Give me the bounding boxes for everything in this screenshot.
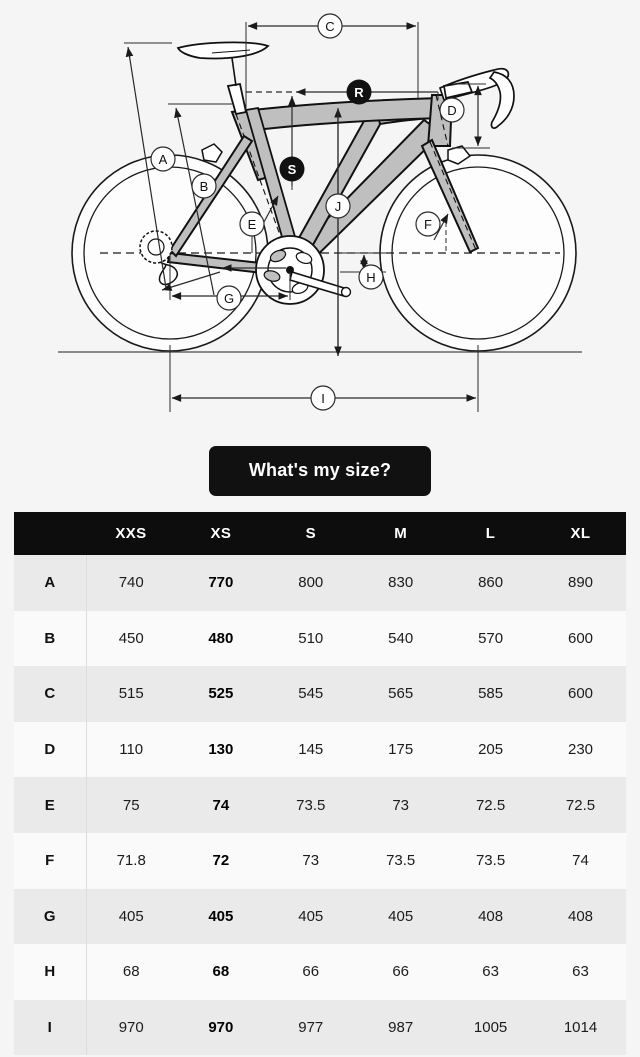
geometry-table <box>14 512 626 1055</box>
svg-text:G: G <box>223 291 235 306</box>
cell-g-m: 405 <box>356 889 446 945</box>
row-label-f: F <box>14 833 86 889</box>
cell-d-xl: 230 <box>536 722 626 778</box>
cell-i-l: 1005 <box>446 1000 536 1056</box>
cell-b-m: 540 <box>356 611 446 667</box>
cell-d-m: 175 <box>356 722 446 778</box>
cell-i-m: 987 <box>356 1000 446 1056</box>
dimension-label-a <box>151 147 175 171</box>
dimension-label-b <box>192 174 216 198</box>
dimension-label-s <box>280 157 305 182</box>
svg-text:J: J <box>334 199 342 214</box>
cell-g-l: 408 <box>446 889 536 945</box>
cell-a-m: 830 <box>356 555 446 611</box>
cell-e-xs: 74 <box>176 777 266 833</box>
cell-d-l: 205 <box>446 722 536 778</box>
cell-a-s: 800 <box>266 555 356 611</box>
cell-c-xs: 525 <box>176 666 266 722</box>
cell-d-xs: 130 <box>176 722 266 778</box>
table-row <box>14 1000 626 1056</box>
cell-f-m: 73.5 <box>356 833 446 889</box>
row-label-c: C <box>14 666 86 722</box>
geometry-table-head <box>14 512 626 555</box>
svg-text:S: S <box>287 162 297 177</box>
table-row <box>14 555 626 611</box>
cell-e-xl: 72.5 <box>536 777 626 833</box>
svg-text:F: F <box>424 217 432 232</box>
cell-h-m: 66 <box>356 944 446 1000</box>
table-row <box>14 722 626 778</box>
dimension-label-i <box>311 386 335 410</box>
table-row <box>14 777 626 833</box>
cell-h-xl: 63 <box>536 944 626 1000</box>
svg-text:R: R <box>354 85 364 100</box>
svg-text:B: B <box>199 179 209 194</box>
size-column-header-xs[interactable]: XS <box>176 512 266 555</box>
table-row <box>14 944 626 1000</box>
row-label-a: A <box>14 555 86 611</box>
svg-text:D: D <box>447 103 457 118</box>
cell-h-s: 66 <box>266 944 356 1000</box>
cell-i-xs: 970 <box>176 1000 266 1056</box>
size-column-header-l[interactable]: L <box>446 512 536 555</box>
cell-c-xxs: 515 <box>86 666 176 722</box>
cell-f-xxs: 71.8 <box>86 833 176 889</box>
geometry-table-header-row <box>14 512 626 555</box>
size-column-header-m[interactable]: M <box>356 512 446 555</box>
cell-a-xl: 890 <box>536 555 626 611</box>
cell-a-l: 860 <box>446 555 536 611</box>
row-label-h: H <box>14 944 86 1000</box>
cell-g-xs: 405 <box>176 889 266 945</box>
dimension-label-g <box>217 286 241 310</box>
cell-f-l: 73.5 <box>446 833 536 889</box>
svg-text:H: H <box>366 270 376 285</box>
geometry-table-body <box>14 555 626 1055</box>
cell-e-l: 72.5 <box>446 777 536 833</box>
cell-e-s: 73.5 <box>266 777 356 833</box>
cell-a-xxs: 740 <box>86 555 176 611</box>
table-row <box>14 833 626 889</box>
dimension-label-r <box>347 80 372 105</box>
cell-c-xl: 600 <box>536 666 626 722</box>
header-corner-cell <box>14 512 86 555</box>
cell-e-m: 73 <box>356 777 446 833</box>
cell-f-s: 73 <box>266 833 356 889</box>
dimension-label-f <box>416 212 440 236</box>
cell-b-xs: 480 <box>176 611 266 667</box>
row-label-e: E <box>14 777 86 833</box>
table-row <box>14 889 626 945</box>
cell-i-xl: 1014 <box>536 1000 626 1056</box>
svg-text:E: E <box>247 217 257 232</box>
row-label-i: I <box>14 1000 86 1056</box>
svg-text:A: A <box>158 152 168 167</box>
row-label-d: D <box>14 722 86 778</box>
cell-g-s: 405 <box>266 889 356 945</box>
cta-row <box>0 430 640 512</box>
cell-h-xxs: 68 <box>86 944 176 1000</box>
dimension-label-h <box>359 265 383 289</box>
cell-f-xs: 72 <box>176 833 266 889</box>
bike-geometry-diagram <box>0 0 640 430</box>
size-column-header-xl[interactable]: XL <box>536 512 626 555</box>
dimension-label-j <box>326 194 350 218</box>
cell-d-xxs: 110 <box>86 722 176 778</box>
dimension-label-e <box>240 212 264 236</box>
cell-e-xxs: 75 <box>86 777 176 833</box>
size-column-header-xxs[interactable]: XXS <box>86 512 176 555</box>
dimension-label-c <box>318 14 342 38</box>
cell-b-xxs: 450 <box>86 611 176 667</box>
svg-text:I: I <box>321 391 325 406</box>
cell-h-xs: 68 <box>176 944 266 1000</box>
row-label-b: B <box>14 611 86 667</box>
svg-text:C: C <box>325 19 335 34</box>
geometry-table-wrap <box>0 512 640 1055</box>
cell-i-xxs: 970 <box>86 1000 176 1056</box>
cell-g-xl: 408 <box>536 889 626 945</box>
cell-i-s: 977 <box>266 1000 356 1056</box>
cell-a-xs: 770 <box>176 555 266 611</box>
cell-h-l: 63 <box>446 944 536 1000</box>
cell-d-s: 145 <box>266 722 356 778</box>
table-row <box>14 611 626 667</box>
cell-b-xl: 600 <box>536 611 626 667</box>
cell-b-s: 510 <box>266 611 356 667</box>
cell-g-xxs: 405 <box>86 889 176 945</box>
row-label-g: G <box>14 889 86 945</box>
cell-c-m: 565 <box>356 666 446 722</box>
cell-c-l: 585 <box>446 666 536 722</box>
cell-c-s: 545 <box>266 666 356 722</box>
size-column-header-s[interactable]: S <box>266 512 356 555</box>
cell-b-l: 570 <box>446 611 536 667</box>
cell-f-xl: 74 <box>536 833 626 889</box>
dimension-label-d <box>440 98 464 122</box>
whats-my-size-button[interactable]: What's my size? <box>209 446 431 496</box>
table-row <box>14 666 626 722</box>
